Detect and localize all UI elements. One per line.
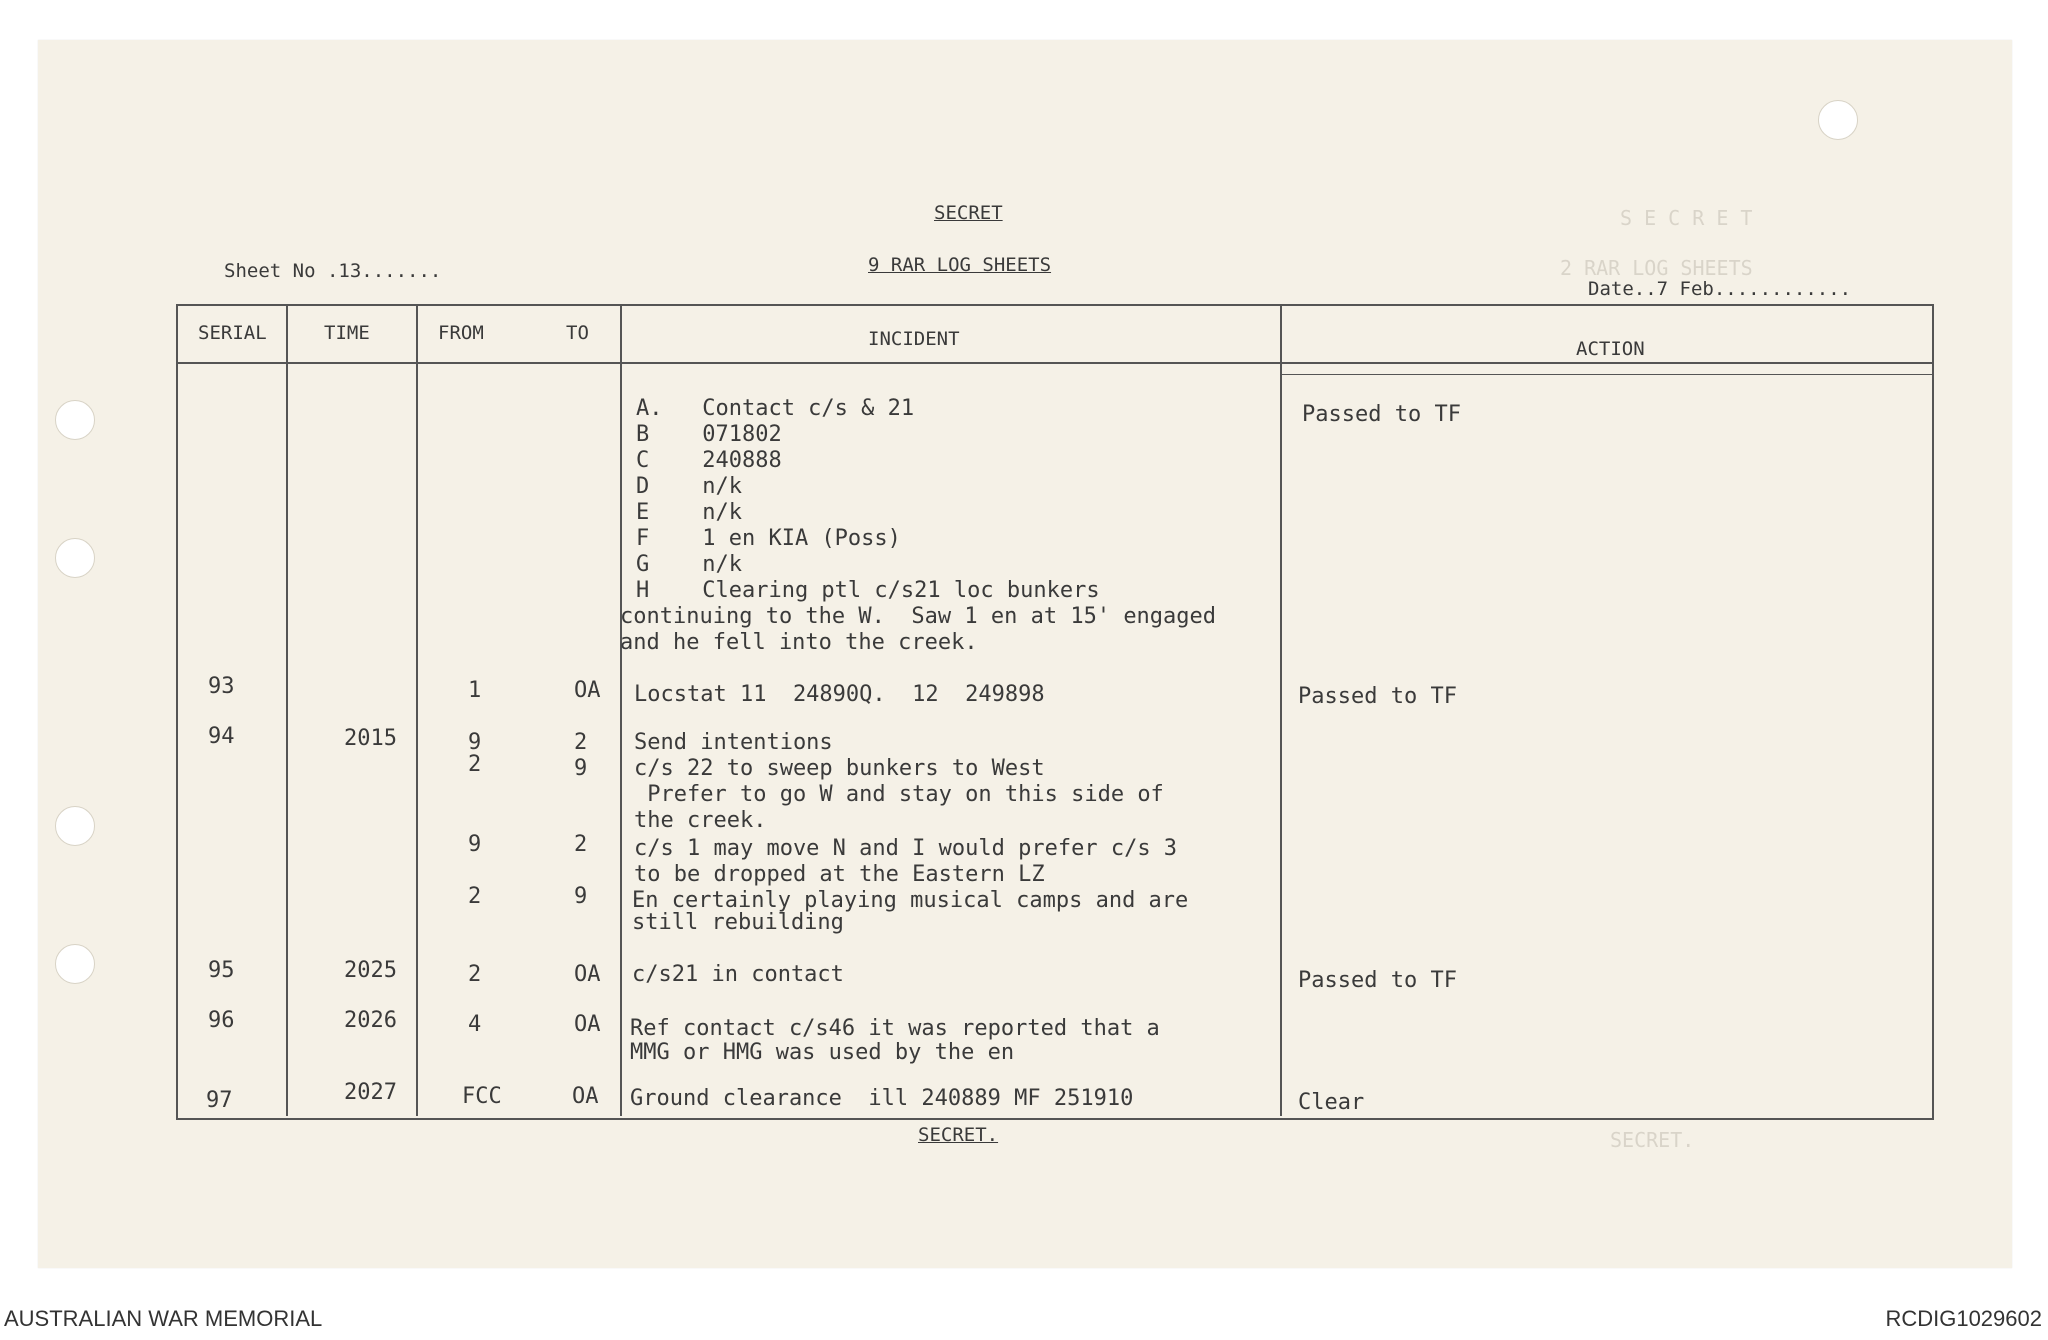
col-rule-time: [416, 304, 418, 1116]
to-cell: OA: [574, 1012, 601, 1037]
incident-line: D n/k: [636, 474, 742, 499]
incident-line: and he fell into the creek.: [620, 630, 978, 655]
incident-cell: c/s21 in contact: [632, 962, 844, 987]
to-cell: 9: [574, 756, 588, 781]
incident-line: G n/k: [636, 552, 742, 577]
col-rule-incident: [1280, 304, 1282, 1116]
incident-line: H Clearing ptl c/s21 loc bunkers: [636, 578, 1100, 603]
col-header-from: FROM: [438, 322, 484, 344]
from-cell: 9: [468, 832, 482, 857]
col-rule-serial: [286, 304, 288, 1116]
to-cell: OA: [574, 962, 601, 987]
log-sheet-title: 9 RAR LOG SHEETS: [868, 254, 1052, 276]
incident-cell: Ground clearance ill 240889 MF 251910: [630, 1086, 1134, 1111]
time-cell: 2025: [344, 958, 397, 983]
sheet-number: Sheet No .13.......: [224, 260, 442, 282]
from-cell: 2: [468, 962, 482, 987]
incident-line: B 071802: [636, 422, 782, 447]
header-rule-double: [1282, 374, 1932, 375]
incident-line: Ref contact c/s46 it was reported that a: [630, 1016, 1160, 1041]
incident-line: MMG or HMG was used by the en: [630, 1040, 1015, 1065]
time-cell: 2027: [344, 1080, 397, 1105]
incident-line: A. Contact c/s & 21: [636, 396, 915, 421]
serial-cell: 93: [208, 674, 235, 699]
incident-line: C 240888: [636, 448, 782, 473]
serial-cell: 95: [208, 958, 235, 983]
to-cell: 9: [574, 884, 588, 909]
from-cell: 1: [468, 678, 482, 703]
punch-hole-left-4: [55, 944, 95, 984]
action-text: Passed to TF: [1298, 968, 1457, 993]
incident-line: to be dropped at the Eastern LZ: [634, 862, 1045, 887]
incident-line: F 1 en KIA (Poss): [636, 526, 901, 551]
punch-hole-left-2: [55, 538, 95, 578]
col-header-incident: INCIDENT: [868, 328, 960, 350]
col-header-serial: SERIAL: [198, 322, 267, 344]
incident-cell: Locstat 11 24890Q. 12 249898: [634, 682, 1045, 707]
action-text: Passed to TF: [1302, 402, 1461, 427]
to-cell: OA: [574, 678, 601, 703]
incident-line: Prefer to go W and stay on this side of: [634, 782, 1164, 807]
col-header-to: TO: [566, 322, 589, 344]
incident-line: E n/k: [636, 500, 742, 525]
col-header-time: TIME: [324, 322, 370, 344]
time-cell: 2026: [344, 1008, 397, 1033]
from-cell: 2: [468, 884, 482, 909]
incident-line: c/s 1 may move N and I would prefer c/s 3: [634, 836, 1178, 861]
classification-top: SECRET: [934, 202, 1003, 224]
serial-cell: 96: [208, 1008, 235, 1033]
col-rule-to: [620, 304, 622, 1116]
from-cell: FCC: [462, 1084, 502, 1109]
incident-line: still rebuilding: [632, 910, 844, 935]
incident-line: Send intentions: [634, 730, 833, 755]
header-rule: [176, 362, 1932, 364]
from-cell: 4: [468, 1012, 482, 1037]
punch-hole-left-3: [55, 806, 95, 846]
serial-cell: 97: [206, 1088, 233, 1113]
from-cell: 2: [468, 752, 482, 777]
action-text: Clear: [1298, 1090, 1365, 1115]
log-table-frame: [176, 304, 1934, 1120]
footer-institution: AUSTRALIAN WAR MEMORIAL: [4, 1306, 323, 1331]
from-cell: 9: [468, 730, 482, 755]
incident-line: En certainly playing musical camps and are: [632, 888, 1189, 913]
incident-line: continuing to the W. Saw 1 en at 15' engaged: [620, 604, 1217, 629]
serial-cell: 94: [208, 724, 235, 749]
to-cell: 2: [574, 832, 588, 857]
classification-bottom: SECRET.: [918, 1124, 999, 1146]
time-cell: 2015: [344, 726, 397, 751]
col-header-action: ACTION: [1576, 338, 1645, 360]
incident-line: the creek.: [634, 808, 767, 833]
punch-hole-top-right: [1818, 100, 1858, 140]
footer-record-id: RCDIG1029602: [1885, 1306, 2042, 1331]
action-text: Passed to TF: [1298, 684, 1457, 709]
incident-line: c/s 22 to sweep bunkers to West: [634, 756, 1045, 781]
to-cell: 2: [574, 730, 588, 755]
log-date: Date..7 Feb............: [1588, 278, 1852, 300]
to-cell: OA: [572, 1084, 599, 1109]
punch-hole-left-1: [55, 400, 95, 440]
